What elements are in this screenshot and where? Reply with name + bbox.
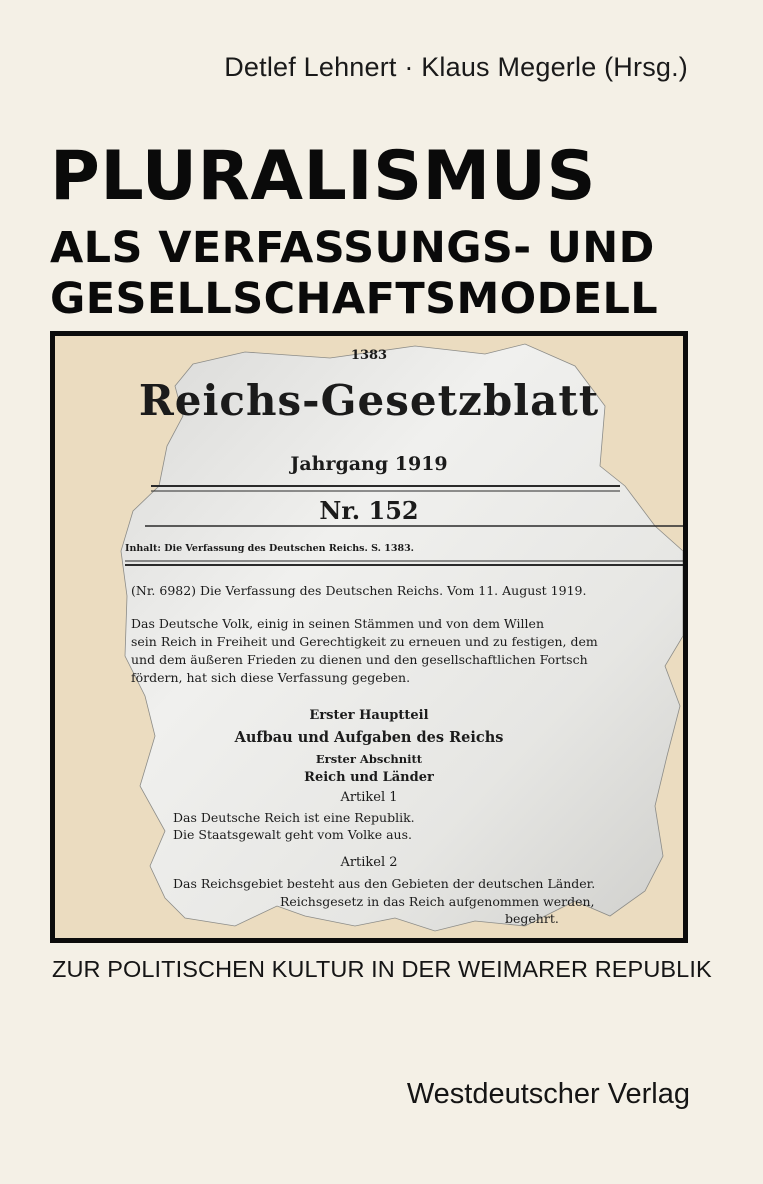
preamble-line: fördern, hat sich diese Verfassung gegeben. — [131, 670, 411, 685]
gazette-masthead: Reichs-Gesetzblatt — [138, 376, 600, 425]
preamble-line: und dem äußeren Frieden zu dienen und den gesellschaftlichen Fortsch — [131, 652, 588, 667]
section-title: Reich und Länder — [304, 770, 434, 785]
cover-image-frame — [50, 331, 688, 943]
gazette-year: Jahrgang 1919 — [290, 453, 448, 475]
article-1-line: Das Deutsche Reich ist eine Republik. — [173, 810, 415, 825]
article-2-line: Reichsgesetz in das Reich aufgenommen werden, — [280, 894, 595, 909]
article-1-label: Artikel 1 — [340, 790, 398, 805]
title-line-3: GESELLSCHAFTSMODELL — [50, 274, 659, 324]
publisher-name: Westdeutscher Verlag — [406, 1078, 690, 1110]
article-2-label: Artikel 2 — [340, 855, 398, 870]
preamble-line: Das Deutsche Volk, einig in seinen Stämmen und von dem Willen — [131, 616, 544, 631]
article-2-line: Das Reichsgebiet besteht aus den Gebieten der deutschen Länder. — [173, 876, 596, 891]
editors-line: Detlef Lehnert · Klaus Megerle (Hrsg.) — [224, 52, 688, 82]
gazette-issue: Nr. 152 — [319, 496, 419, 525]
article-1-line: Die Staatsgewalt geht vom Volke aus. — [173, 827, 412, 842]
main-part-label: Erster Hauptteil — [309, 708, 429, 723]
title-line-2: ALS VERFASSUNGS- UND — [50, 223, 655, 273]
section-label: Erster Abschnitt — [315, 752, 423, 766]
main-part-title: Aufbau und Aufgaben des Reichs — [234, 729, 504, 746]
article-2-line: begehrt. — [505, 911, 559, 926]
subtitle: ZUR POLITISCHEN KULTUR IN DER WEIMARER REPUBLIK — [52, 956, 712, 982]
title-main: PLURALISMUS — [50, 137, 596, 216]
gazette-doc-heading: (Nr. 6982) Die Verfassung des Deutschen Reichs. Vom 11. August 1919. — [131, 583, 587, 598]
gazette-page-number: 1383 — [350, 348, 388, 363]
preamble-line: sein Reich in Freiheit und Gerechtigkeit zu erneuen und zu festigen, dem — [131, 634, 598, 649]
gazette-contents: Inhalt: Die Verfassung des Deutschen Reichs. S. 1383. — [125, 543, 414, 554]
